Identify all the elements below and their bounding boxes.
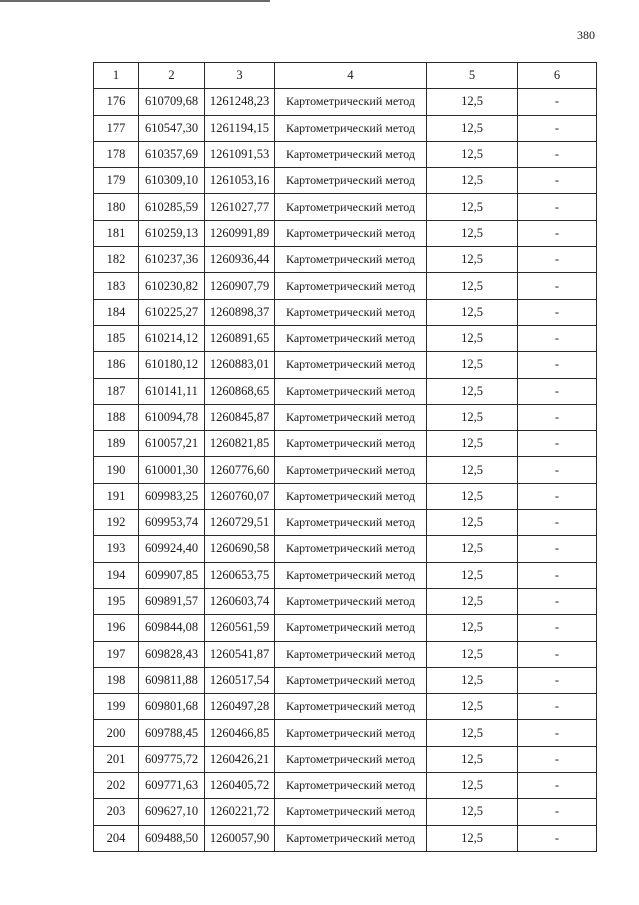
method-cell: Картометрический метод [275,483,427,509]
x-coordinate-cell: 610230,82 [139,273,205,299]
note-cell: - [518,457,597,483]
method-cell: Картометрический метод [275,273,427,299]
point-number-cell: 201 [94,746,139,772]
y-coordinate-cell: 1261053,16 [205,168,275,194]
method-cell: Картометрический метод [275,220,427,246]
accuracy-cell: 12,5 [427,115,518,141]
table-row [94,89,597,115]
table-row [94,273,597,299]
point-number-cell: 177 [94,115,139,141]
table-row [94,352,597,378]
x-coordinate-cell: 610001,30 [139,457,205,483]
y-coordinate-cell: 1260821,85 [205,431,275,457]
note-cell: - [518,667,597,693]
x-coordinate-cell: 610094,78 [139,404,205,430]
point-number-cell: 180 [94,194,139,220]
x-coordinate-cell: 610547,30 [139,115,205,141]
method-cell: Картометрический метод [275,641,427,667]
point-number-cell: 188 [94,404,139,430]
method-cell: Картометрический метод [275,799,427,825]
note-cell: - [518,588,597,614]
note-cell: - [518,115,597,141]
note-cell: - [518,299,597,325]
point-number-cell: 185 [94,325,139,351]
note-cell: - [518,247,597,273]
column-header-6: 6 [518,63,597,89]
accuracy-cell: 12,5 [427,457,518,483]
point-number-cell: 193 [94,536,139,562]
table-row [94,562,597,588]
note-cell: - [518,825,597,851]
y-coordinate-cell: 1260497,28 [205,694,275,720]
method-cell: Картометрический метод [275,825,427,851]
table-row [94,168,597,194]
x-coordinate-cell: 610214,12 [139,325,205,351]
x-coordinate-cell: 610285,59 [139,194,205,220]
y-coordinate-cell: 1260883,01 [205,352,275,378]
y-coordinate-cell: 1260653,75 [205,562,275,588]
point-number-cell: 191 [94,483,139,509]
y-coordinate-cell: 1260221,72 [205,799,275,825]
accuracy-cell: 12,5 [427,773,518,799]
method-cell: Картометрический метод [275,141,427,167]
note-cell: - [518,220,597,246]
method-cell: Картометрический метод [275,247,427,273]
table-row [94,483,597,509]
x-coordinate-cell: 609488,50 [139,825,205,851]
y-coordinate-cell: 1260898,37 [205,299,275,325]
method-cell: Картометрический метод [275,115,427,141]
point-number-cell: 189 [94,431,139,457]
accuracy-cell: 12,5 [427,694,518,720]
accuracy-cell: 12,5 [427,562,518,588]
table-row [94,510,597,536]
x-coordinate-cell: 609771,63 [139,773,205,799]
note-cell: - [518,799,597,825]
note-cell: - [518,141,597,167]
table-row [94,115,597,141]
y-coordinate-cell: 1260907,79 [205,273,275,299]
accuracy-cell: 12,5 [427,194,518,220]
method-cell: Картометрический метод [275,457,427,483]
y-coordinate-cell: 1260845,87 [205,404,275,430]
y-coordinate-cell: 1261091,53 [205,141,275,167]
y-coordinate-cell: 1261248,23 [205,89,275,115]
point-number-cell: 198 [94,667,139,693]
method-cell: Картометрический метод [275,325,427,351]
x-coordinate-cell: 610357,69 [139,141,205,167]
method-cell: Картометрический метод [275,168,427,194]
point-number-cell: 192 [94,510,139,536]
accuracy-cell: 12,5 [427,247,518,273]
note-cell: - [518,536,597,562]
y-coordinate-cell: 1260760,07 [205,483,275,509]
x-coordinate-cell: 609844,08 [139,615,205,641]
y-coordinate-cell: 1260868,65 [205,378,275,404]
y-coordinate-cell: 1260426,21 [205,746,275,772]
point-number-cell: 181 [94,220,139,246]
y-coordinate-cell: 1260405,72 [205,773,275,799]
note-cell: - [518,273,597,299]
method-cell: Картометрический метод [275,536,427,562]
table-row [94,299,597,325]
x-coordinate-cell: 610309,10 [139,168,205,194]
accuracy-cell: 12,5 [427,273,518,299]
table-row [94,667,597,693]
method-cell: Картометрический метод [275,378,427,404]
note-cell: - [518,194,597,220]
accuracy-cell: 12,5 [427,667,518,693]
y-coordinate-cell: 1261194,15 [205,115,275,141]
table-row [94,746,597,772]
y-coordinate-cell: 1260517,54 [205,667,275,693]
y-coordinate-cell: 1260729,51 [205,510,275,536]
note-cell: - [518,431,597,457]
method-cell: Картометрический метод [275,720,427,746]
coordinates-table [93,62,597,852]
y-coordinate-cell: 1260466,85 [205,720,275,746]
accuracy-cell: 12,5 [427,510,518,536]
method-cell: Картометрический метод [275,510,427,536]
point-number-cell: 200 [94,720,139,746]
method-cell: Картометрический метод [275,667,427,693]
x-coordinate-cell: 609924,40 [139,536,205,562]
x-coordinate-cell: 610141,11 [139,378,205,404]
point-number-cell: 194 [94,562,139,588]
column-header-1: 1 [94,63,139,89]
x-coordinate-cell: 610180,12 [139,352,205,378]
y-coordinate-cell: 1260891,65 [205,325,275,351]
note-cell: - [518,404,597,430]
point-number-cell: 202 [94,773,139,799]
table-row [94,325,597,351]
y-coordinate-cell: 1260776,60 [205,457,275,483]
column-header-2: 2 [139,63,205,89]
point-number-cell: 179 [94,168,139,194]
method-cell: Картометрический метод [275,431,427,457]
x-coordinate-cell: 610057,21 [139,431,205,457]
point-number-cell: 183 [94,273,139,299]
y-coordinate-cell: 1260991,89 [205,220,275,246]
x-coordinate-cell: 609953,74 [139,510,205,536]
table-row [94,773,597,799]
top-rule [0,0,270,2]
x-coordinate-cell: 610259,13 [139,220,205,246]
accuracy-cell: 12,5 [427,378,518,404]
table-row [94,404,597,430]
table-row [94,141,597,167]
accuracy-cell: 12,5 [427,299,518,325]
table-row [94,615,597,641]
accuracy-cell: 12,5 [427,431,518,457]
accuracy-cell: 12,5 [427,799,518,825]
method-cell: Картометрический метод [275,615,427,641]
table-row [94,457,597,483]
note-cell: - [518,352,597,378]
x-coordinate-cell: 609775,72 [139,746,205,772]
method-cell: Картометрический метод [275,89,427,115]
table-row [94,694,597,720]
table-row [94,825,597,851]
y-coordinate-cell: 1260057,90 [205,825,275,851]
point-number-cell: 204 [94,825,139,851]
column-header-3: 3 [205,63,275,89]
point-number-cell: 195 [94,588,139,614]
note-cell: - [518,168,597,194]
table-body [94,89,597,852]
accuracy-cell: 12,5 [427,746,518,772]
method-cell: Картометрический метод [275,588,427,614]
accuracy-cell: 12,5 [427,536,518,562]
accuracy-cell: 12,5 [427,641,518,667]
x-coordinate-cell: 609891,57 [139,588,205,614]
method-cell: Картометрический метод [275,352,427,378]
point-number-cell: 203 [94,799,139,825]
method-cell: Картометрический метод [275,562,427,588]
x-coordinate-cell: 609801,68 [139,694,205,720]
note-cell: - [518,378,597,404]
accuracy-cell: 12,5 [427,325,518,351]
column-header-4: 4 [275,63,427,89]
column-header-5: 5 [427,63,518,89]
point-number-cell: 182 [94,247,139,273]
note-cell: - [518,483,597,509]
table-row [94,247,597,273]
table-row [94,536,597,562]
y-coordinate-cell: 1260541,87 [205,641,275,667]
note-cell: - [518,641,597,667]
note-cell: - [518,562,597,588]
accuracy-cell: 12,5 [427,483,518,509]
table-row [94,378,597,404]
y-coordinate-cell: 1260936,44 [205,247,275,273]
x-coordinate-cell: 609828,43 [139,641,205,667]
x-coordinate-cell: 610225,27 [139,299,205,325]
y-coordinate-cell: 1260690,58 [205,536,275,562]
accuracy-cell: 12,5 [427,89,518,115]
table-header-row [94,63,597,89]
note-cell: - [518,325,597,351]
note-cell: - [518,720,597,746]
note-cell: - [518,615,597,641]
table-row [94,220,597,246]
method-cell: Картометрический метод [275,404,427,430]
table-row [94,588,597,614]
point-number-cell: 176 [94,89,139,115]
x-coordinate-cell: 609907,85 [139,562,205,588]
x-coordinate-cell: 610709,68 [139,89,205,115]
accuracy-cell: 12,5 [427,220,518,246]
x-coordinate-cell: 609811,88 [139,667,205,693]
accuracy-cell: 12,5 [427,141,518,167]
point-number-cell: 186 [94,352,139,378]
point-number-cell: 187 [94,378,139,404]
y-coordinate-cell: 1261027,77 [205,194,275,220]
note-cell: - [518,89,597,115]
page-number: 380 [577,28,595,42]
method-cell: Картометрический метод [275,773,427,799]
note-cell: - [518,694,597,720]
accuracy-cell: 12,5 [427,720,518,746]
accuracy-cell: 12,5 [427,615,518,641]
x-coordinate-cell: 609627,10 [139,799,205,825]
point-number-cell: 184 [94,299,139,325]
table-row [94,720,597,746]
table-row [94,431,597,457]
note-cell: - [518,773,597,799]
point-number-cell: 190 [94,457,139,483]
point-number-cell: 196 [94,615,139,641]
point-number-cell: 178 [94,141,139,167]
x-coordinate-cell: 609788,45 [139,720,205,746]
accuracy-cell: 12,5 [427,588,518,614]
accuracy-cell: 12,5 [427,404,518,430]
x-coordinate-cell: 609983,25 [139,483,205,509]
point-number-cell: 199 [94,694,139,720]
table-row [94,194,597,220]
accuracy-cell: 12,5 [427,825,518,851]
table-row [94,641,597,667]
point-number-cell: 197 [94,641,139,667]
accuracy-cell: 12,5 [427,168,518,194]
y-coordinate-cell: 1260561,59 [205,615,275,641]
y-coordinate-cell: 1260603,74 [205,588,275,614]
method-cell: Картометрический метод [275,299,427,325]
note-cell: - [518,510,597,536]
accuracy-cell: 12,5 [427,352,518,378]
method-cell: Картометрический метод [275,194,427,220]
x-coordinate-cell: 610237,36 [139,247,205,273]
table-row [94,799,597,825]
note-cell: - [518,746,597,772]
method-cell: Картометрический метод [275,694,427,720]
method-cell: Картометрический метод [275,746,427,772]
